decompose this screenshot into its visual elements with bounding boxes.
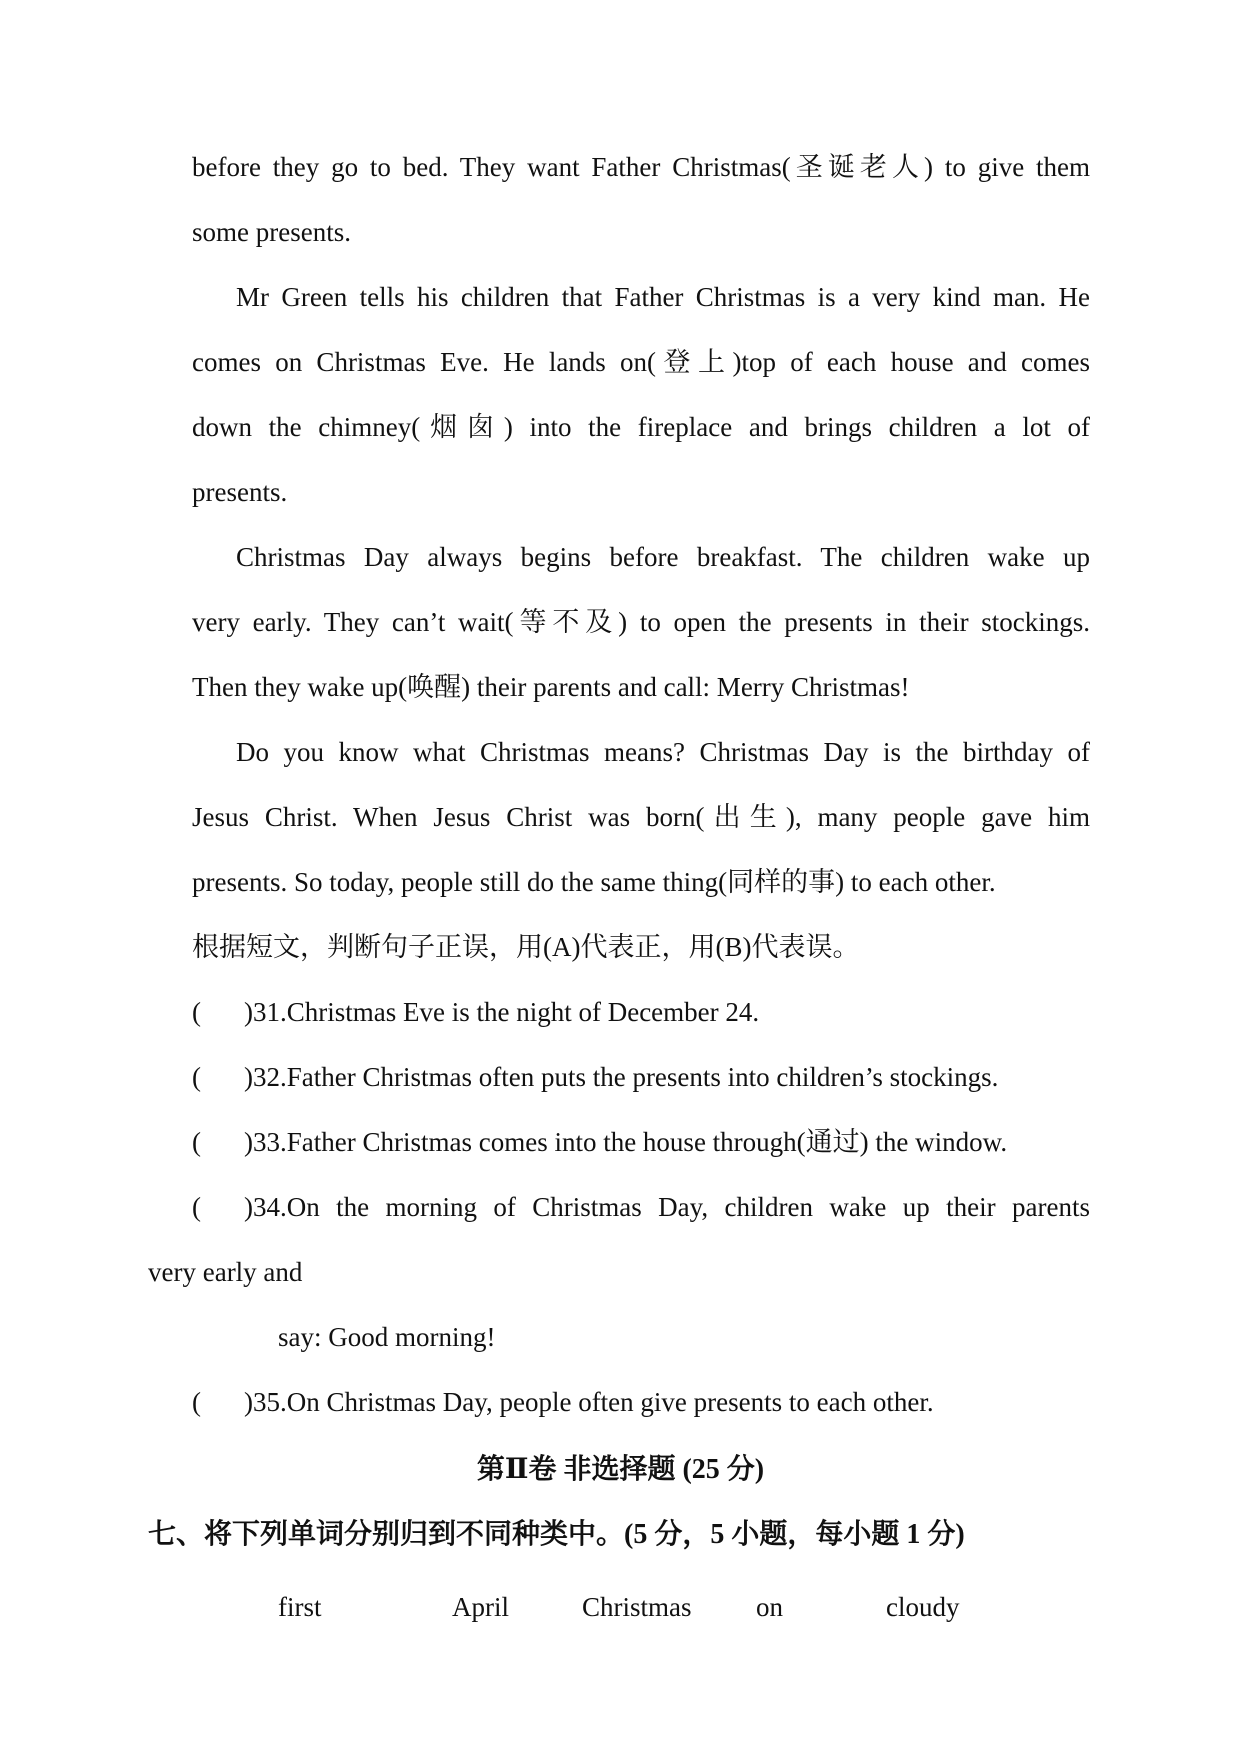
answer-blank: ( (192, 1192, 201, 1222)
question-text: )34.On the morning of Christmas Day, children wake up their parents (244, 1192, 1090, 1222)
instruction: 根据短文，判断句子正误，用(A)代表正，用(B)代表误。 (192, 932, 860, 962)
passage-line: before they go to bed. They want Father Christmas(圣诞老人) to give them (192, 152, 1090, 182)
passage-line: Christmas Day always begins before breakfast. The children wake up (236, 542, 1090, 572)
word-item: Christmas (582, 1592, 692, 1622)
word-item: April (452, 1592, 509, 1622)
passage-line: Then they wake up(唤醒) their parents and call: Merry Christmas! (192, 672, 910, 702)
question-text: )31.Christmas Eve is the night of December 24. (244, 997, 760, 1027)
passage-line: comes on Christmas Eve. He lands on(登上)top of each house and comes (192, 347, 1090, 377)
question-35 (192, 1385, 934, 1419)
question-32 (192, 1060, 998, 1094)
word-item: first (278, 1592, 322, 1622)
answer-blank: ( (192, 1387, 201, 1417)
passage-line: very early. They can’t wait(等不及) to open the presents in their stockings. (192, 607, 1090, 637)
passage-line: some presents. (192, 217, 351, 247)
passage-line: Do you know what Christmas means? Christmas Day is the birthday of (236, 737, 1090, 767)
question-text-continued: say: Good morning! (278, 1322, 496, 1352)
passage-line: Jesus Christ. When Jesus Christ was born(出生), many people gave him (192, 802, 1090, 832)
question-text: )33.Father Christmas comes into the house through(通过) the window. (244, 1127, 1008, 1157)
word-item: on (756, 1592, 783, 1622)
question-31 (192, 995, 759, 1029)
section-title: 第Ⅱ卷 非选择题 (25 分) (476, 1454, 765, 1485)
word-item: cloudy (886, 1592, 960, 1622)
question-text: )35.On Christmas Day, people often give presents to each other. (244, 1387, 934, 1417)
passage-line: Mr Green tells his children that Father Christmas is a very kind man. He (236, 282, 1090, 312)
question-text-continued: very early and (148, 1257, 303, 1287)
answer-blank: ( (192, 1062, 201, 1092)
passage-line: presents. (192, 477, 288, 507)
passage-line: presents. So today, people still do the same thing(同样的事) to each other. (192, 867, 996, 897)
part-seven-heading: 七、将下列单词分别归到不同种类中。(5 分，5 小题，每小题 1 分) (148, 1519, 965, 1550)
question-34 (192, 1190, 1090, 1224)
answer-blank: ( (192, 997, 201, 1027)
question-33 (192, 1125, 1007, 1159)
question-text: )32.Father Christmas often puts the presents into children’s stockings. (244, 1062, 999, 1092)
answer-blank: ( (192, 1127, 201, 1157)
passage-line: down the chimney(烟囱) into the fireplace and brings children a lot of (192, 412, 1090, 442)
